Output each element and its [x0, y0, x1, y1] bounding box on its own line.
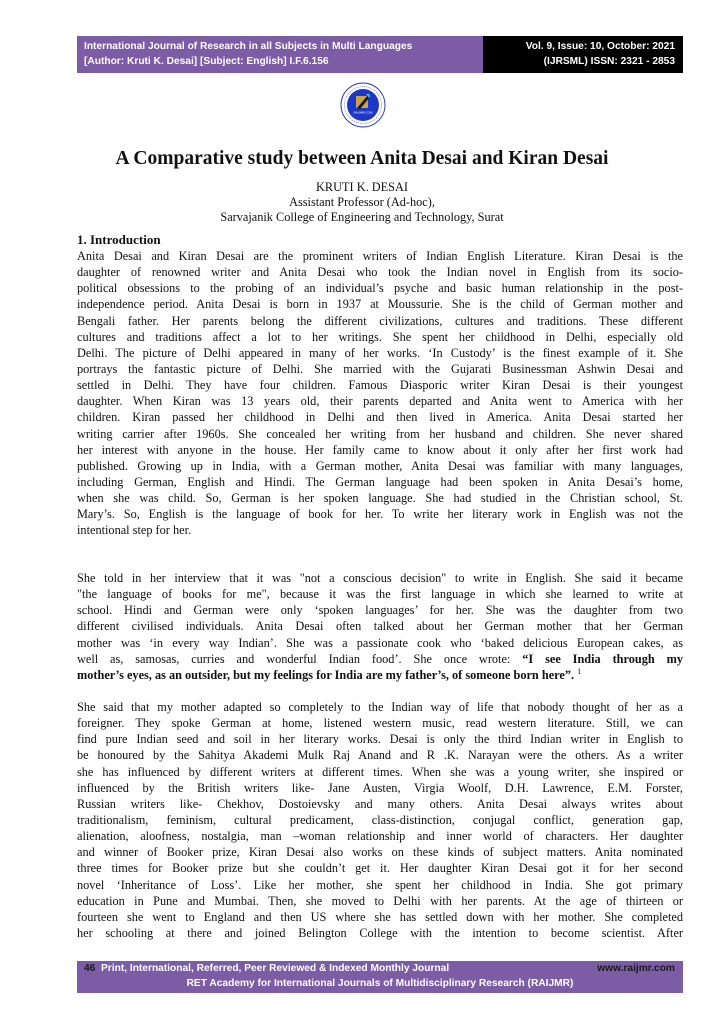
text-line: influenced by the British writers like- Jane Austen, Virgia Woolf, D.H. Lawrence, E.M. Forster,	[77, 780, 683, 795]
journal-header	[77, 36, 683, 73]
text-line: novel ‘Inheritance of Loss’. Like her mother, she spent her childhood in India. She got primary	[77, 877, 683, 892]
raijmr-seal-logo-icon	[340, 82, 386, 128]
text-line	[77, 651, 683, 667]
text-line: and winner of Booker prize, Kiran Desai also works on these kinds of subject matters. Anita nominated	[77, 845, 683, 860]
text-line: Anita Desai and Kiran Desai are the prominent writers of Indian English Literature. Kiran Desai is the	[77, 249, 683, 263]
text-line: daughter of renowned writer and Anita Desai who took the Indian novel in English from its socio-	[77, 265, 683, 280]
text-line: Delhi. The picture of Delhi appeared in many of her works. ‘In Custody’ is the finest example of it. She	[77, 345, 683, 360]
journal-name: International Journal of Research in all Subjects in Multi Languages	[84, 41, 413, 52]
section-heading-introduction: 1. Introduction	[77, 232, 161, 247]
text-line: three times for Booker prize but she couldn’t get it. Her daughter Kiran Desai got it for her second	[77, 861, 683, 876]
text-line: her interest with anyone in the house. Her family came to know about it only after her first work had	[77, 442, 683, 457]
text-line: writing carrier after 1960s. She concealed her writing from her husband and children. She never shared	[77, 426, 683, 441]
text-line: "the language of books for me", because it was the first language in which she learned to write at	[77, 587, 683, 602]
text-line: settled in Delhi. They have four children. Famous Diasporic writer Kiran Desai is their youngest	[77, 378, 683, 393]
text-line: portrays the fantastic picture of Delhi. She married with the Gujarati Businessman Ashwin Desai and	[77, 361, 683, 376]
footer-publisher: RET Academy for International Journals of Multidisciplinary Research (RAIJMR)	[186, 978, 574, 989]
text-line: foreigner. They spoke German at home, listened western music, read western literature. Still, we can	[77, 716, 683, 731]
text-line: be honoured by the Sahitya Akademi Mulk Raj Anand and R .K. Narayan were the others. As a writer	[77, 748, 683, 763]
footer-journal-description: Print, International, Referred, Peer Reviewed & Indexed Monthly Journal	[101, 963, 450, 974]
text-line: Mary’s. So, English is the language of book for her. To write her literary work in English was not the	[77, 507, 683, 522]
text-line: her schooling at there and joined Belington College with the intention to become scientist. After	[77, 925, 683, 940]
quote-bold: “I see India through my	[522, 651, 683, 666]
text-line: She said that my mother adapted so completely to the Indian way of life that nobody thought of her as a	[77, 700, 683, 714]
text-line: alienation, aloofness, nostalgia, man –woman relationship and inner world of characters. Her daughter	[77, 829, 683, 844]
text-line: education in Pune and Mumbai. Then, she moved to Delhi with her parents. At the age of thirteen or	[77, 893, 683, 908]
text-line: political obsessions to the probing of an individual’s psyche and basic human relationship in the post-	[77, 281, 683, 296]
text-line: traditionalism, feminism, cultural predicament, class-distinction, conjugal conflict, generation gap,	[77, 812, 683, 827]
text-line: including German, English and Hindi. The German language had been spoken in Anita Desai’s home,	[77, 474, 683, 489]
text-line: Russian writers like- Chekhov, Dostoievsky and many others. Anita Desai always writes about	[77, 796, 683, 811]
text-line: independence period. Anita Desai is born in 1937 at Moussurie. She is the child of German mother and	[77, 297, 683, 312]
text-line: children. Kiran passed her childhood in Delhi and then lived in America. Anita Desai started her	[77, 410, 683, 425]
footnote-reference[interactable]: 1	[577, 666, 582, 676]
text-line: different civilised individuals. Anita Desai often talked about her German mother that her German	[77, 619, 683, 634]
journal-footer	[77, 961, 683, 993]
paragraph-2	[77, 570, 683, 683]
text-line: mother was ‘in every way Indian’. She was a passionate cook who ‘baked delicious European cakes, as	[77, 635, 683, 650]
text-line: she has influenced by different writers at different times. When she was a young writer, she inspired or	[77, 764, 683, 779]
page-number: 46	[84, 963, 96, 974]
text-line: daughter. When Kiran was 13 years old, their parents departed and Anita went to America with her	[77, 394, 683, 409]
text-line: school. Hindi and German were only ‘spoken languages’ for her. She was the daughter from two	[77, 603, 683, 618]
author-block	[0, 180, 724, 225]
journal-header-left	[77, 36, 483, 73]
volume-issue: Vol. 9, Issue: 10, October: 2021	[525, 41, 675, 52]
paragraph-1	[77, 248, 683, 539]
text-line: Bengali father. Her parents belong the different civilizations, cultures and traditions. These different	[77, 313, 683, 328]
text-line: cultures and traditions affect a lot to her writings. She spent her childhood in Delhi, especially old	[77, 329, 683, 344]
text-line	[77, 667, 683, 683]
text-line: intentional step for her.	[77, 523, 192, 538]
text-line: find pure Indian seed and soil in her literary works. Desai is only the third Indian writer in English to	[77, 732, 683, 747]
text-line: when she was child. So, German is her spoken language. She had studied in the Christian school, St.	[77, 491, 683, 506]
svg-text:RAIJMR.COM: RAIJMR.COM	[353, 110, 373, 115]
author-position: Assistant Professor (Ad-hoc),	[289, 195, 435, 209]
article-title: A Comparative study between Anita Desai and Kiran Desai	[115, 148, 609, 169]
issn: (IJRSML) ISSN: 2321 - 2853	[543, 56, 675, 67]
paragraph-3	[77, 699, 683, 941]
text-fragment: well as, samosas, curries and wonderful Indian food’. She once wrote:	[77, 651, 511, 666]
text-line: She told in her interview that it was "not a conscious decision" to write in English. She said it became	[77, 571, 683, 585]
author-subject-line: [Author: Kruti K. Desai] [Subject: English] I.F.6.156	[84, 56, 329, 67]
author-name: KRUTI K. DESAI	[316, 180, 408, 194]
footer-website-link[interactable]: www.raijmr.com	[597, 963, 675, 974]
text-line: fourteen she went to England and then US where she has settled down with her mother. She completed	[77, 909, 683, 924]
quote-bold: mother’s eyes, as an outsider, but my feelings for India are my father’s, of someone born here”.	[77, 667, 575, 682]
author-affiliation: Sarvajanik College of Engineering and Technology, Surat	[220, 210, 504, 224]
journal-header-right	[483, 36, 683, 73]
text-line: published. Growing up in India, with a German mother, Anita Desai was familiar with many languages,	[77, 458, 683, 473]
